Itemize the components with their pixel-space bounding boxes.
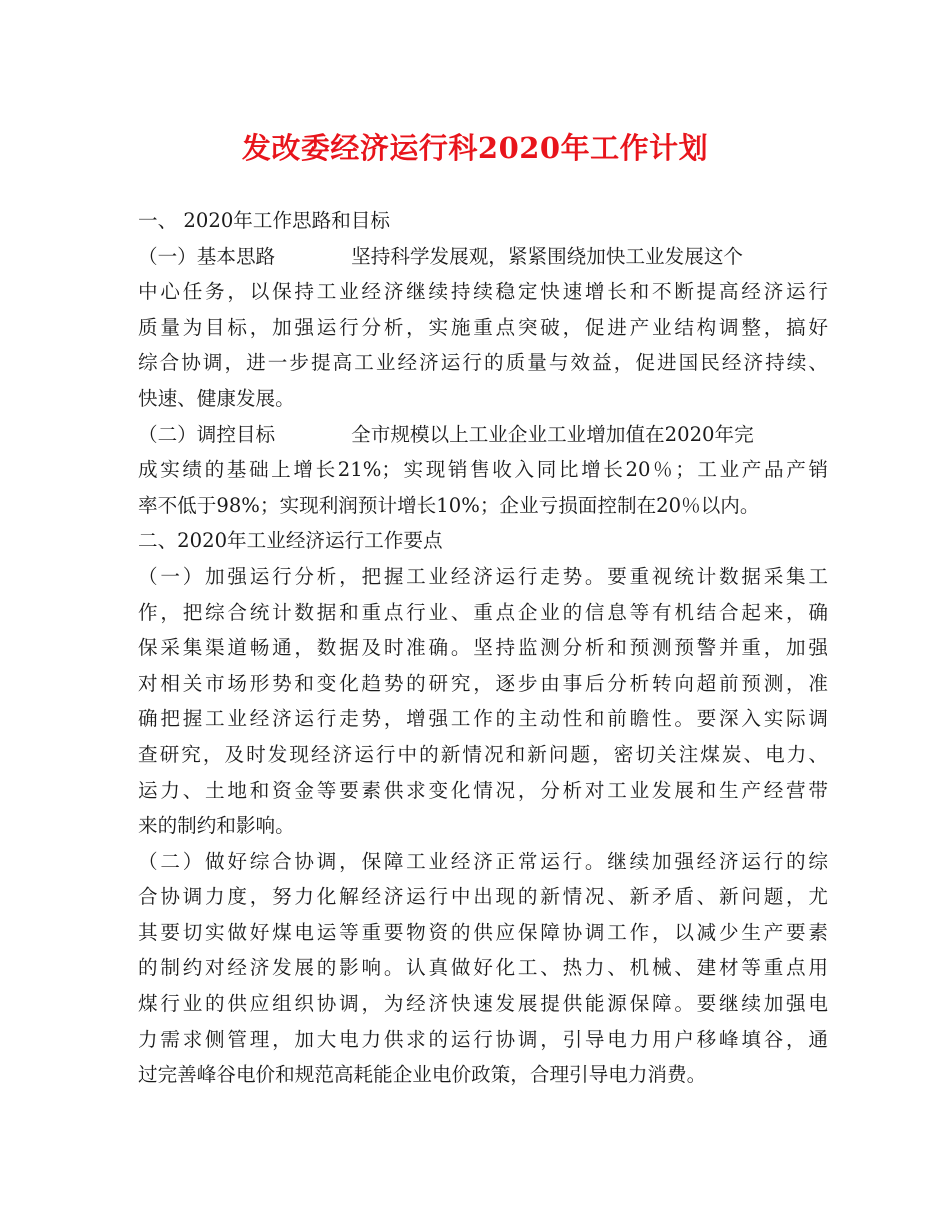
paragraph-line: 快速、健康发展。 — [138, 386, 295, 410]
section-heading-2: 二、2020年工业经济运行工作要点 — [138, 529, 443, 553]
paragraph-line: （一）基本思路 坚持科学发展观，紧紧围绕加快工业发展这个 — [138, 244, 744, 268]
paragraph-line: 来的制约和影响。 — [138, 814, 295, 838]
paragraph-line: 合协调力度，努力化解经济运行中出现的新情况、新矛盾、新问题，尤 — [138, 885, 828, 909]
paragraph-line: 保采集渠道畅通，数据及时准确。坚持监测分析和预测预警并重，加强 — [138, 636, 828, 660]
paragraph-line: 力需求侧管理，加大电力供求的运行协调，引导电力用户移峰填谷，通 — [138, 1027, 828, 1051]
paragraph-line: 率不低于98%；实现利润预计增长10%；企业亏损面控制在20％以内。 — [138, 493, 760, 517]
document-title: 发改委经济运行科2020年工作计划 — [241, 131, 709, 165]
paragraph-line: 综合协调，进一步提高工业经济运行的质量与效益，促进国民经济持续、 — [138, 351, 828, 375]
paragraph-line: 成实绩的基础上增长21%；实现销售收入同比增长20％；工业产品产销 — [138, 458, 828, 482]
paragraph-line: 对相关市场形势和变化趋势的研究，逐步由事后分析转向超前预测，准 — [138, 671, 828, 695]
paragraph-line: 中心任务，以保持工业经济继续持续稳定快速增长和不断提高经济运行 — [138, 280, 828, 304]
paragraph-line: 过完善峰谷电价和规范高耗能企业电价政策，合理引导电力消费。 — [138, 1063, 707, 1087]
document-body — [138, 203, 828, 1093]
section-heading-1: 一、 2020年工作思路和目标 — [138, 209, 391, 232]
paragraph-line: 查研究，及时发现经济运行中的新情况和新问题，密切关注煤炭、电力、 — [138, 742, 828, 766]
paragraph-line: 煤行业的供应组织协调，为经济快速发展提供能源保障。要继续加强电 — [138, 992, 828, 1016]
paragraph-line: （二）做好综合协调，保障工业经济正常运行。继续加强经济运行的综 — [138, 849, 828, 873]
paragraph-line: 质量为目标，加强运行分析，实施重点突破，促进产业结构调整，搞好 — [138, 315, 828, 339]
paragraph-line: 的制约对经济发展的影响。认真做好化工、热力、机械、建材等重点用 — [138, 956, 828, 980]
subheading-basic-idea: （一）基本思路 — [138, 244, 276, 268]
paragraph-line: （一）加强运行分析，把握工业经济运行走势。要重视统计数据采集工 — [138, 564, 828, 588]
paragraph-line: 运力、土地和资金等要素供求变化情况，分析对工业发展和生产经营带 — [138, 778, 828, 802]
paragraph-line: （二）调控目标 全市规模以上工业企业工业增加值在2020年完 — [138, 422, 754, 446]
subheading-control-target: （二）调控目标 — [138, 422, 276, 446]
paragraph-line: 其要切实做好煤电运等重要物资的供应保障协调工作，以减少生产要素 — [138, 920, 828, 944]
paragraph-line: 确把握工业经济运行走势，增强工作的主动性和前瞻性。要深入实际调 — [138, 707, 828, 731]
paragraph-line: 作，把综合统计数据和重点行业、重点企业的信息等有机结合起来，确 — [138, 600, 828, 624]
